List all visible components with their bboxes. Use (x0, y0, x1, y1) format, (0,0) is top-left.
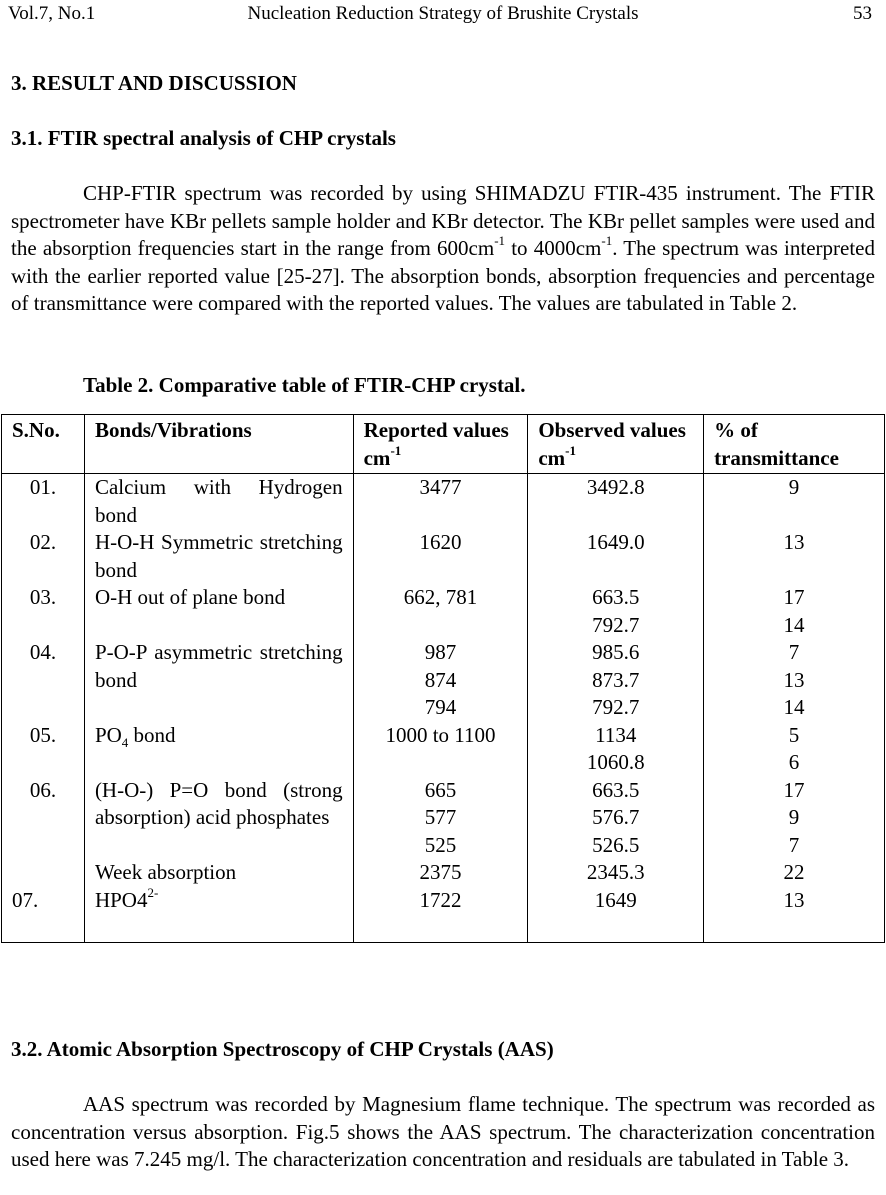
table-row (2, 529, 885, 584)
reported-value: 525 (424, 832, 457, 857)
header-sno: S.No. (2, 415, 85, 474)
table-row (2, 722, 885, 777)
cell-transmittance (704, 722, 885, 777)
cell-bond: O-H out of plane bond (84, 584, 353, 639)
cell-bond: H-O-H Symmetric stretching bond (84, 529, 353, 584)
ftir-text-2: to 4000cm (505, 236, 602, 260)
observed-value: 663.5 (592, 585, 640, 609)
running-title: Nucleation Reduction Strategy of Brushite Crystals (247, 3, 639, 24)
cell-observed (528, 722, 704, 777)
section-heading-ftir: 3.1. FTIR spectral analysis of CHP crystals (11, 126, 396, 150)
transmittance-value: 14 (783, 612, 805, 637)
ftir-text-3: . The spectrum was interpreted with the earlier reported value [25-27]. The absorption bonds, absorption frequencies and percentage of transmittance were compared with the reported values. The values are tabulated in Table 2. (11, 236, 875, 315)
cell-reported: 2375 (353, 859, 528, 887)
journal-volume: Vol.7, No.1 (8, 3, 96, 24)
transmittance-value: 17 (783, 777, 805, 802)
cell-bond: (H-O-) P=O bond (strong absorption) acid phosphates (84, 777, 353, 860)
transmittance-value: 14 (783, 695, 805, 719)
cell-sno: 02. (2, 529, 85, 584)
cell-observed (528, 639, 704, 722)
bond-formula: PO (94, 722, 122, 747)
transmittance-value: 9 (788, 805, 800, 829)
cell-observed: 3492.8 (528, 474, 704, 530)
header-reported (353, 415, 528, 474)
bond-suffix: bond (128, 722, 176, 747)
cell-sno: 07. (2, 887, 85, 943)
section-heading-aas: 3.2. Atomic Absorption Spectroscopy of CHP Crystals (AAS) (11, 1037, 554, 1061)
cell-bond: P-O-P asymmetric stretching bond (84, 639, 353, 722)
bond-subscript: 4 (121, 734, 129, 750)
cell-observed: 2345.3 (528, 859, 704, 887)
transmittance-value: 5 (788, 722, 800, 747)
observed-value: 985.6 (592, 640, 640, 664)
observed-value: 873.7 (592, 667, 640, 692)
observed-value: 792.7 (592, 695, 640, 719)
cell-reported: 1620 (353, 529, 528, 584)
running-header (0, 0, 886, 24)
cell-transmittance: 13 (704, 887, 885, 943)
section-heading-results: 3. RESULT AND DISCUSSION (11, 71, 297, 95)
table-row (2, 777, 885, 860)
ftir-text-1: CHP-FTIR spectrum was recorded by using SHIMADZU FTIR-435 instrument. The FTIR spectrometer have KBr pellets sample holder and KBr detector. The KBr pellet samples were used and the absorption frequencies start in the range from 600cm (11, 181, 875, 260)
cell-observed: 1649.0 (528, 529, 704, 584)
reported-value: 874 (424, 667, 457, 692)
table-row (2, 887, 885, 943)
cell-transmittance (704, 777, 885, 860)
observed-value: 1134 (595, 722, 637, 747)
table-row (2, 584, 885, 639)
reported-value: 794 (424, 695, 457, 719)
table-row (2, 639, 885, 722)
cell-bond (84, 884, 353, 943)
cell-transmittance (704, 584, 885, 639)
table-row (2, 474, 885, 530)
cell-sno: 05. (2, 722, 85, 777)
table-row (2, 859, 885, 887)
ftir-sup-1: -1 (494, 233, 506, 248)
cell-observed: 1649 (528, 887, 704, 943)
cell-transmittance: 22 (704, 859, 885, 887)
cell-transmittance (704, 639, 885, 722)
bond-formula: HPO4 (94, 887, 148, 912)
reported-value: 665 (424, 777, 457, 802)
transmittance-value: 13 (783, 667, 805, 692)
table-header-row (2, 415, 885, 474)
ftir-sup-2: -1 (601, 233, 613, 248)
observed-value: 576.7 (592, 805, 640, 829)
ftir-table (1, 414, 885, 943)
header-reported-sup: -1 (390, 442, 402, 458)
cell-reported: 1722 (353, 887, 528, 943)
observed-value: 792.7 (592, 612, 640, 637)
observed-value: 663.5 (592, 777, 640, 802)
ftir-paragraph (11, 180, 875, 318)
cell-reported (353, 777, 528, 860)
header-bonds: Bonds/Vibrations (84, 415, 353, 474)
table-caption: Table 2. Comparative table of FTIR-CHP crystal. (83, 373, 526, 397)
header-observed-text: Observed values cm (538, 418, 686, 470)
cell-sno: 03. (2, 584, 85, 639)
cell-reported: 1000 to 1100 (353, 722, 528, 777)
cell-sno: 01. (2, 474, 85, 530)
cell-sno: 06. (2, 777, 85, 860)
cell-transmittance: 9 (704, 474, 885, 530)
page-number: 53 (853, 3, 872, 24)
bond-superscript: 2- (147, 884, 159, 900)
transmittance-value: 7 (788, 832, 800, 857)
cell-sno: 04. (2, 639, 85, 722)
observed-value: 1060.8 (586, 750, 645, 774)
cell-reported: 662, 781 (353, 584, 528, 639)
cell-bond (84, 722, 353, 777)
header-transmittance: % of transmittance (704, 415, 885, 474)
cell-reported (353, 639, 528, 722)
aas-paragraph: AAS spectrum was recorded by Magnesium flame technique. The spectrum was recorded as concentration versus absorption. Fig.5 shows the AAS spectrum. The characterization concentration used here was 7.245 mg/l. The characterization concentration and residuals are tabulated in Table 3. (11, 1092, 875, 1171)
cell-reported: 3477 (353, 474, 528, 530)
header-observed-sup: -1 (565, 442, 577, 458)
transmittance-value: 6 (788, 750, 800, 774)
cell-bond: Calcium with Hydrogen bond (84, 474, 353, 530)
reported-value: 577 (424, 805, 457, 829)
header-reported-text: Reported values cm (363, 418, 509, 470)
cell-bond: Week absorption (84, 859, 353, 887)
transmittance-value: 7 (788, 640, 800, 664)
transmittance-value: 17 (783, 585, 805, 609)
cell-transmittance: 13 (704, 529, 885, 584)
cell-observed (528, 584, 704, 639)
cell-sno (2, 859, 85, 887)
reported-value: 987 (424, 640, 457, 664)
observed-value: 526.5 (592, 832, 640, 857)
cell-observed (528, 777, 704, 860)
header-observed (528, 415, 704, 474)
